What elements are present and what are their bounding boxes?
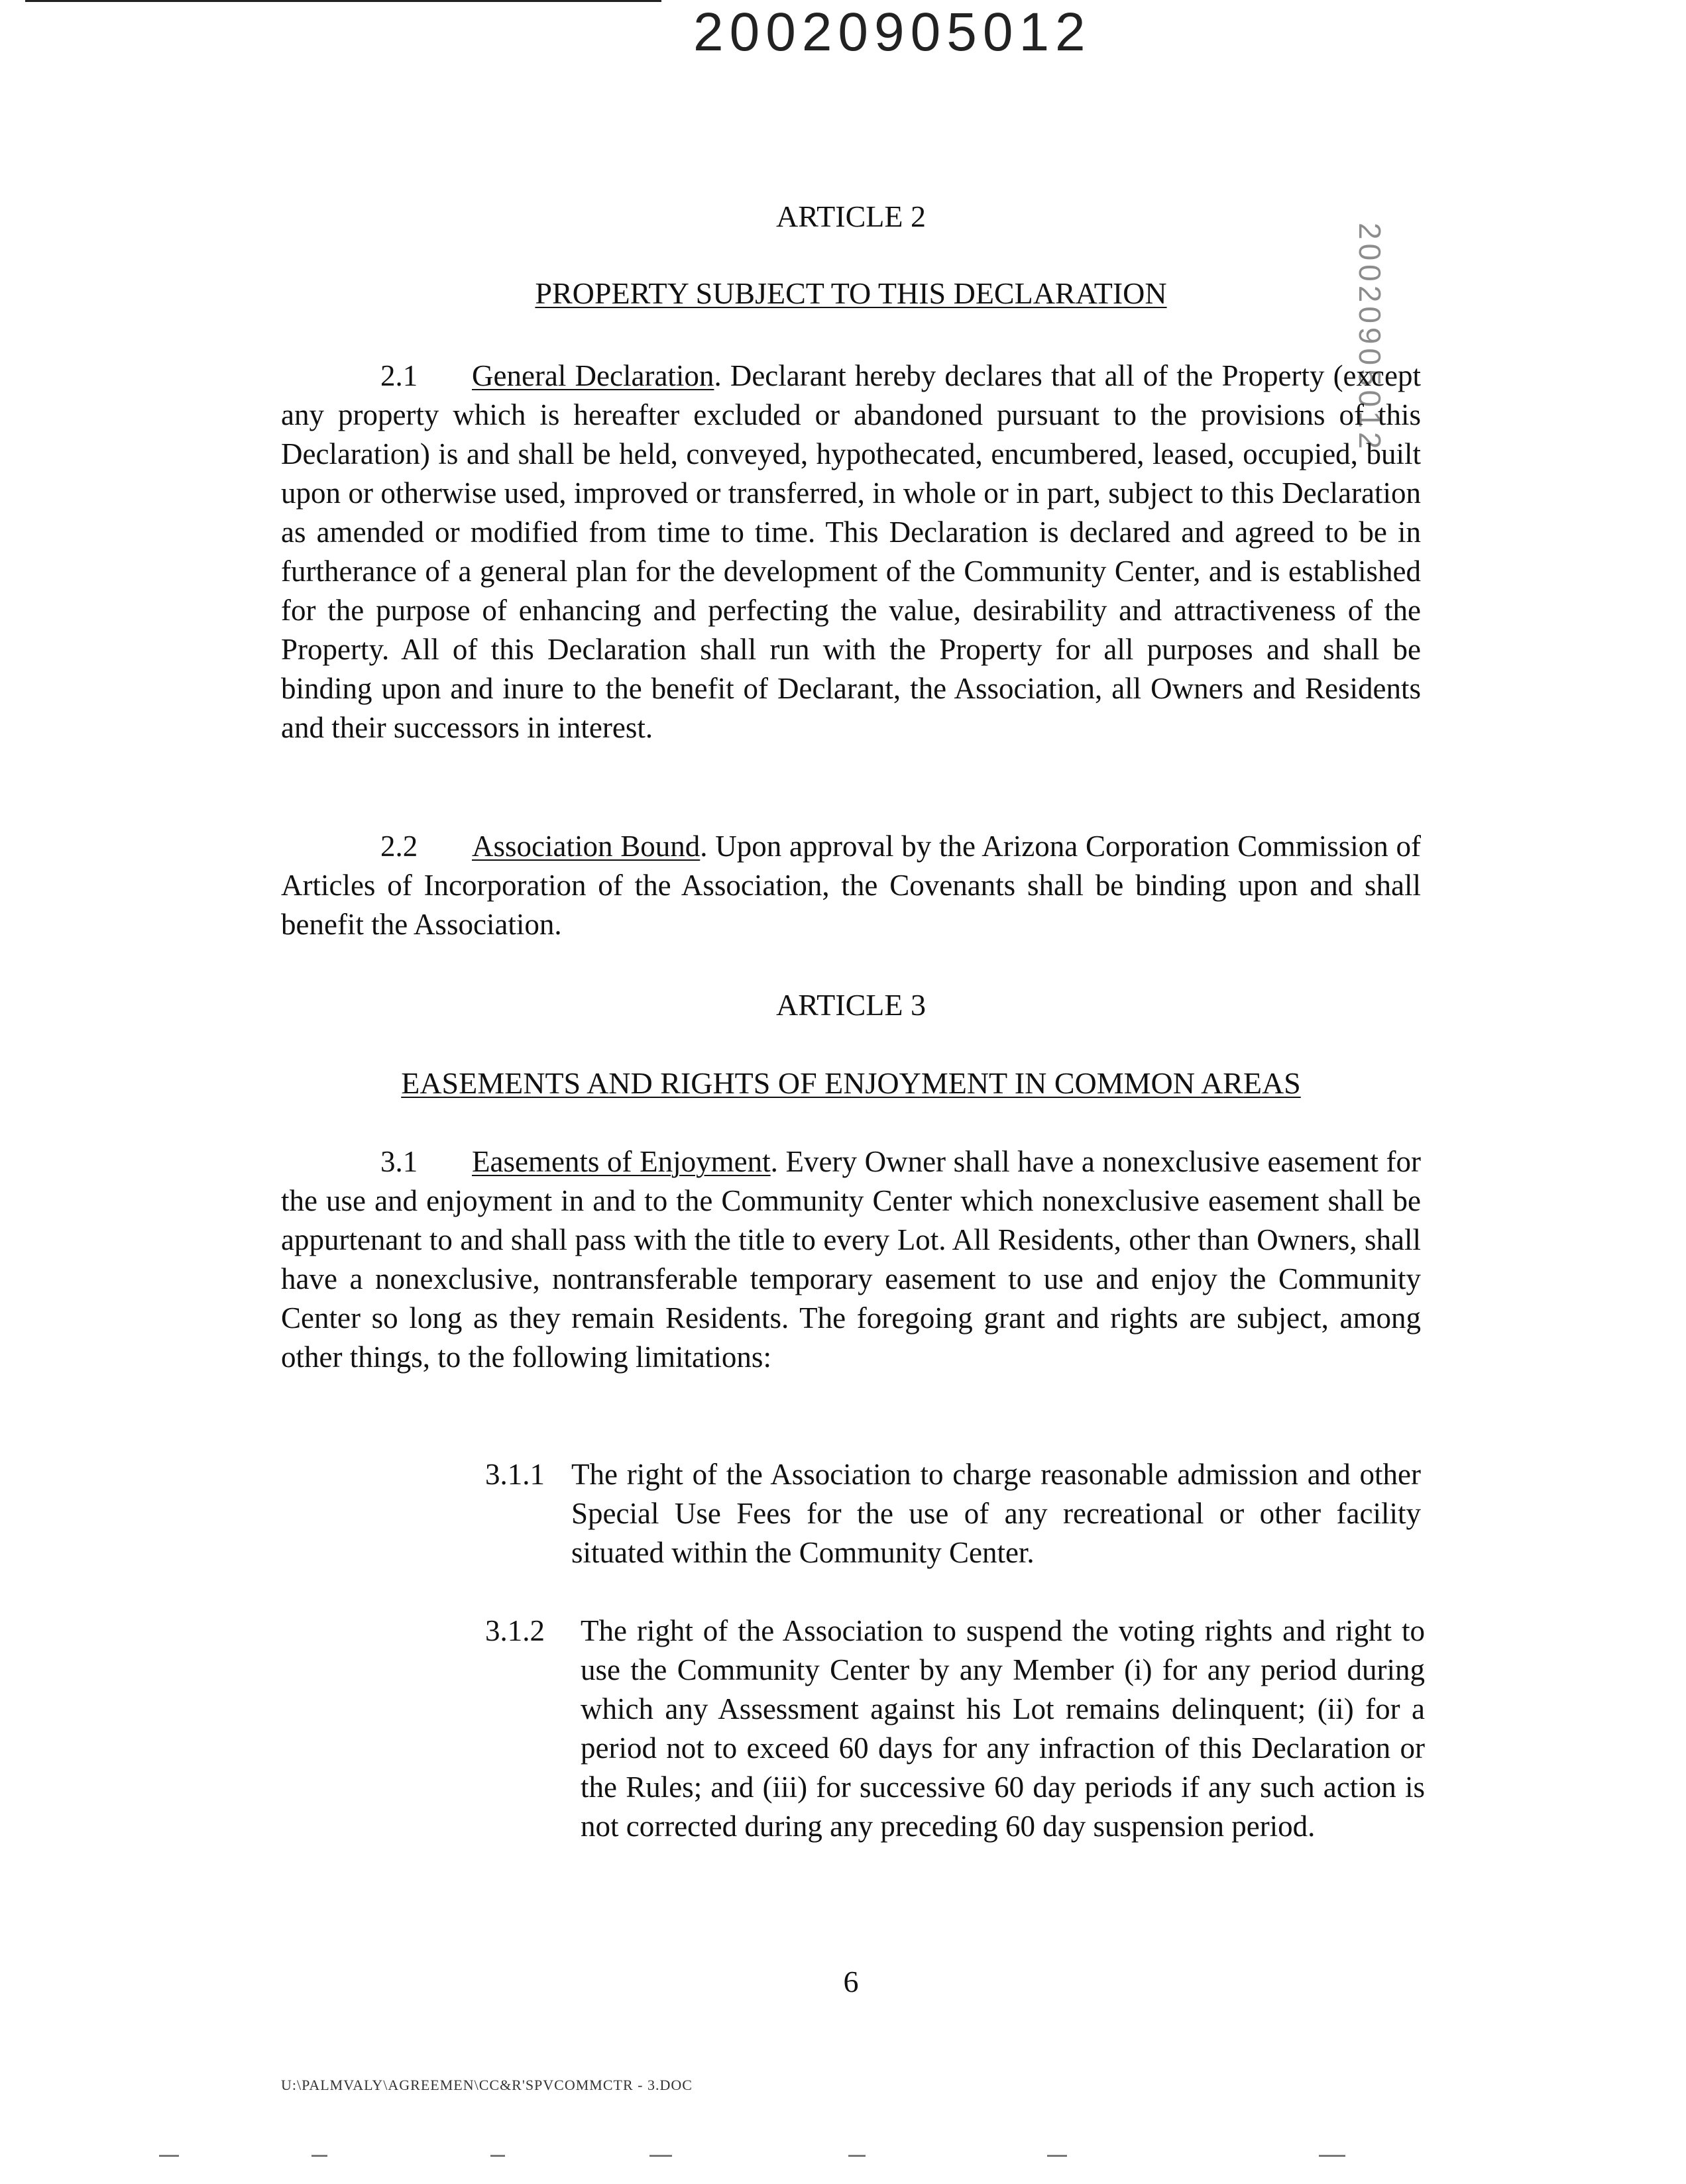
section-3-1-2-number: 3.1.2 [485, 1614, 545, 1647]
section-3-1-1-number: 3.1.1 [485, 1458, 545, 1491]
section-3-1-1-text: The right of the Association to charge reasonable admission and other Special Use Fees for the use of any recreational or other facility situated within the Community Center. [571, 1458, 1421, 1569]
section-3-1 [281, 1142, 1421, 1377]
document-number: 20020905012 [693, 2, 1092, 62]
section-2-1-heading: General Declaration [472, 359, 714, 392]
article-3-subtitle [281, 1068, 1421, 1099]
top-rule [25, 0, 661, 2]
section-2-2-number: 2.2 [380, 830, 418, 863]
section-3-1-number: 3.1 [380, 1145, 418, 1178]
section-2-2-heading: Association Bound [472, 830, 701, 863]
bottom-scan-marks [159, 2155, 1418, 2157]
side-stamp: 20020905012 [1353, 223, 1387, 453]
section-3-1-2-text: The right of the Association to suspend the voting rights and right to use the Community Center by any Member (i) for any period during which any Assessment against his Lot remains delinquent; (ii) for a period not to exceed 60 days for any infraction of this Declaration or the Rules; and (iii) for successive 60 day periods if any such action is not corrected during any preceding 60 day suspension period. [581, 1614, 1425, 1843]
article-2-subtitle [281, 278, 1421, 309]
section-2-1 [281, 356, 1421, 747]
footer-file-path: U:\PALMVALY\AGREEMEN\CC&R'SPVCOMMCTR - 3.DOC [281, 2077, 693, 2093]
section-2-1-number: 2.1 [380, 359, 418, 392]
section-3-1-heading: Easements of Enjoyment [472, 1145, 771, 1178]
article-3-title: ARTICLE 3 [776, 988, 926, 1022]
article-2-title: ARTICLE 2 [776, 199, 926, 233]
section-3-1-text: . Every Owner shall have a nonexclusive easement for the use and enjoyment in and to the Community Center which nonexclusive easement shall be appurtenant to and shall pass with the title to every Lot. All Residents, other than Owners, shall have a nonexclusive, nontransferable temporary easement to use and enjoy the Community Center so long as they remain Residents. The foregoing grant and rights are subject, among other things, to the following limitations: [281, 1145, 1421, 1374]
page-number: 6 [843, 1965, 859, 1998]
article-2-subtitle-text: PROPERTY SUBJECT TO THIS DECLARATION [535, 276, 1167, 310]
section-2-1-text: . Declarant hereby declares that all of the Property (except any property which is hereafter excluded or abandoned pursuant to the provisions of this Declaration) is and shall be held, conveyed, hypothecated, encumbered, leased, occupied, built upon or otherwise used, improved or transferred, in whole or in part, subject to this Declaration as amended or modified from time to time. This Declaration is declared and agreed to be in furtherance of a general plan for the development of the Community Center, and is established for the purpose of enhancing and perfecting the value, desirability and attractiveness of the Property. All of this Declaration shall run with the Property for all purposes and shall be binding upon and inure to the benefit of Declarant, the Association, all Owners and Residents and their successors in interest. [281, 359, 1421, 744]
section-2-2-text: . Upon approval by the Arizona Corporation Commission of Articles of Incorporation of the Association, the Covenants shall be binding upon and shall benefit the Association. [281, 830, 1421, 941]
article-3-subtitle-text: EASEMENTS AND RIGHTS OF ENJOYMENT IN COMMON AREAS [401, 1066, 1301, 1100]
section-2-2 [281, 827, 1421, 944]
